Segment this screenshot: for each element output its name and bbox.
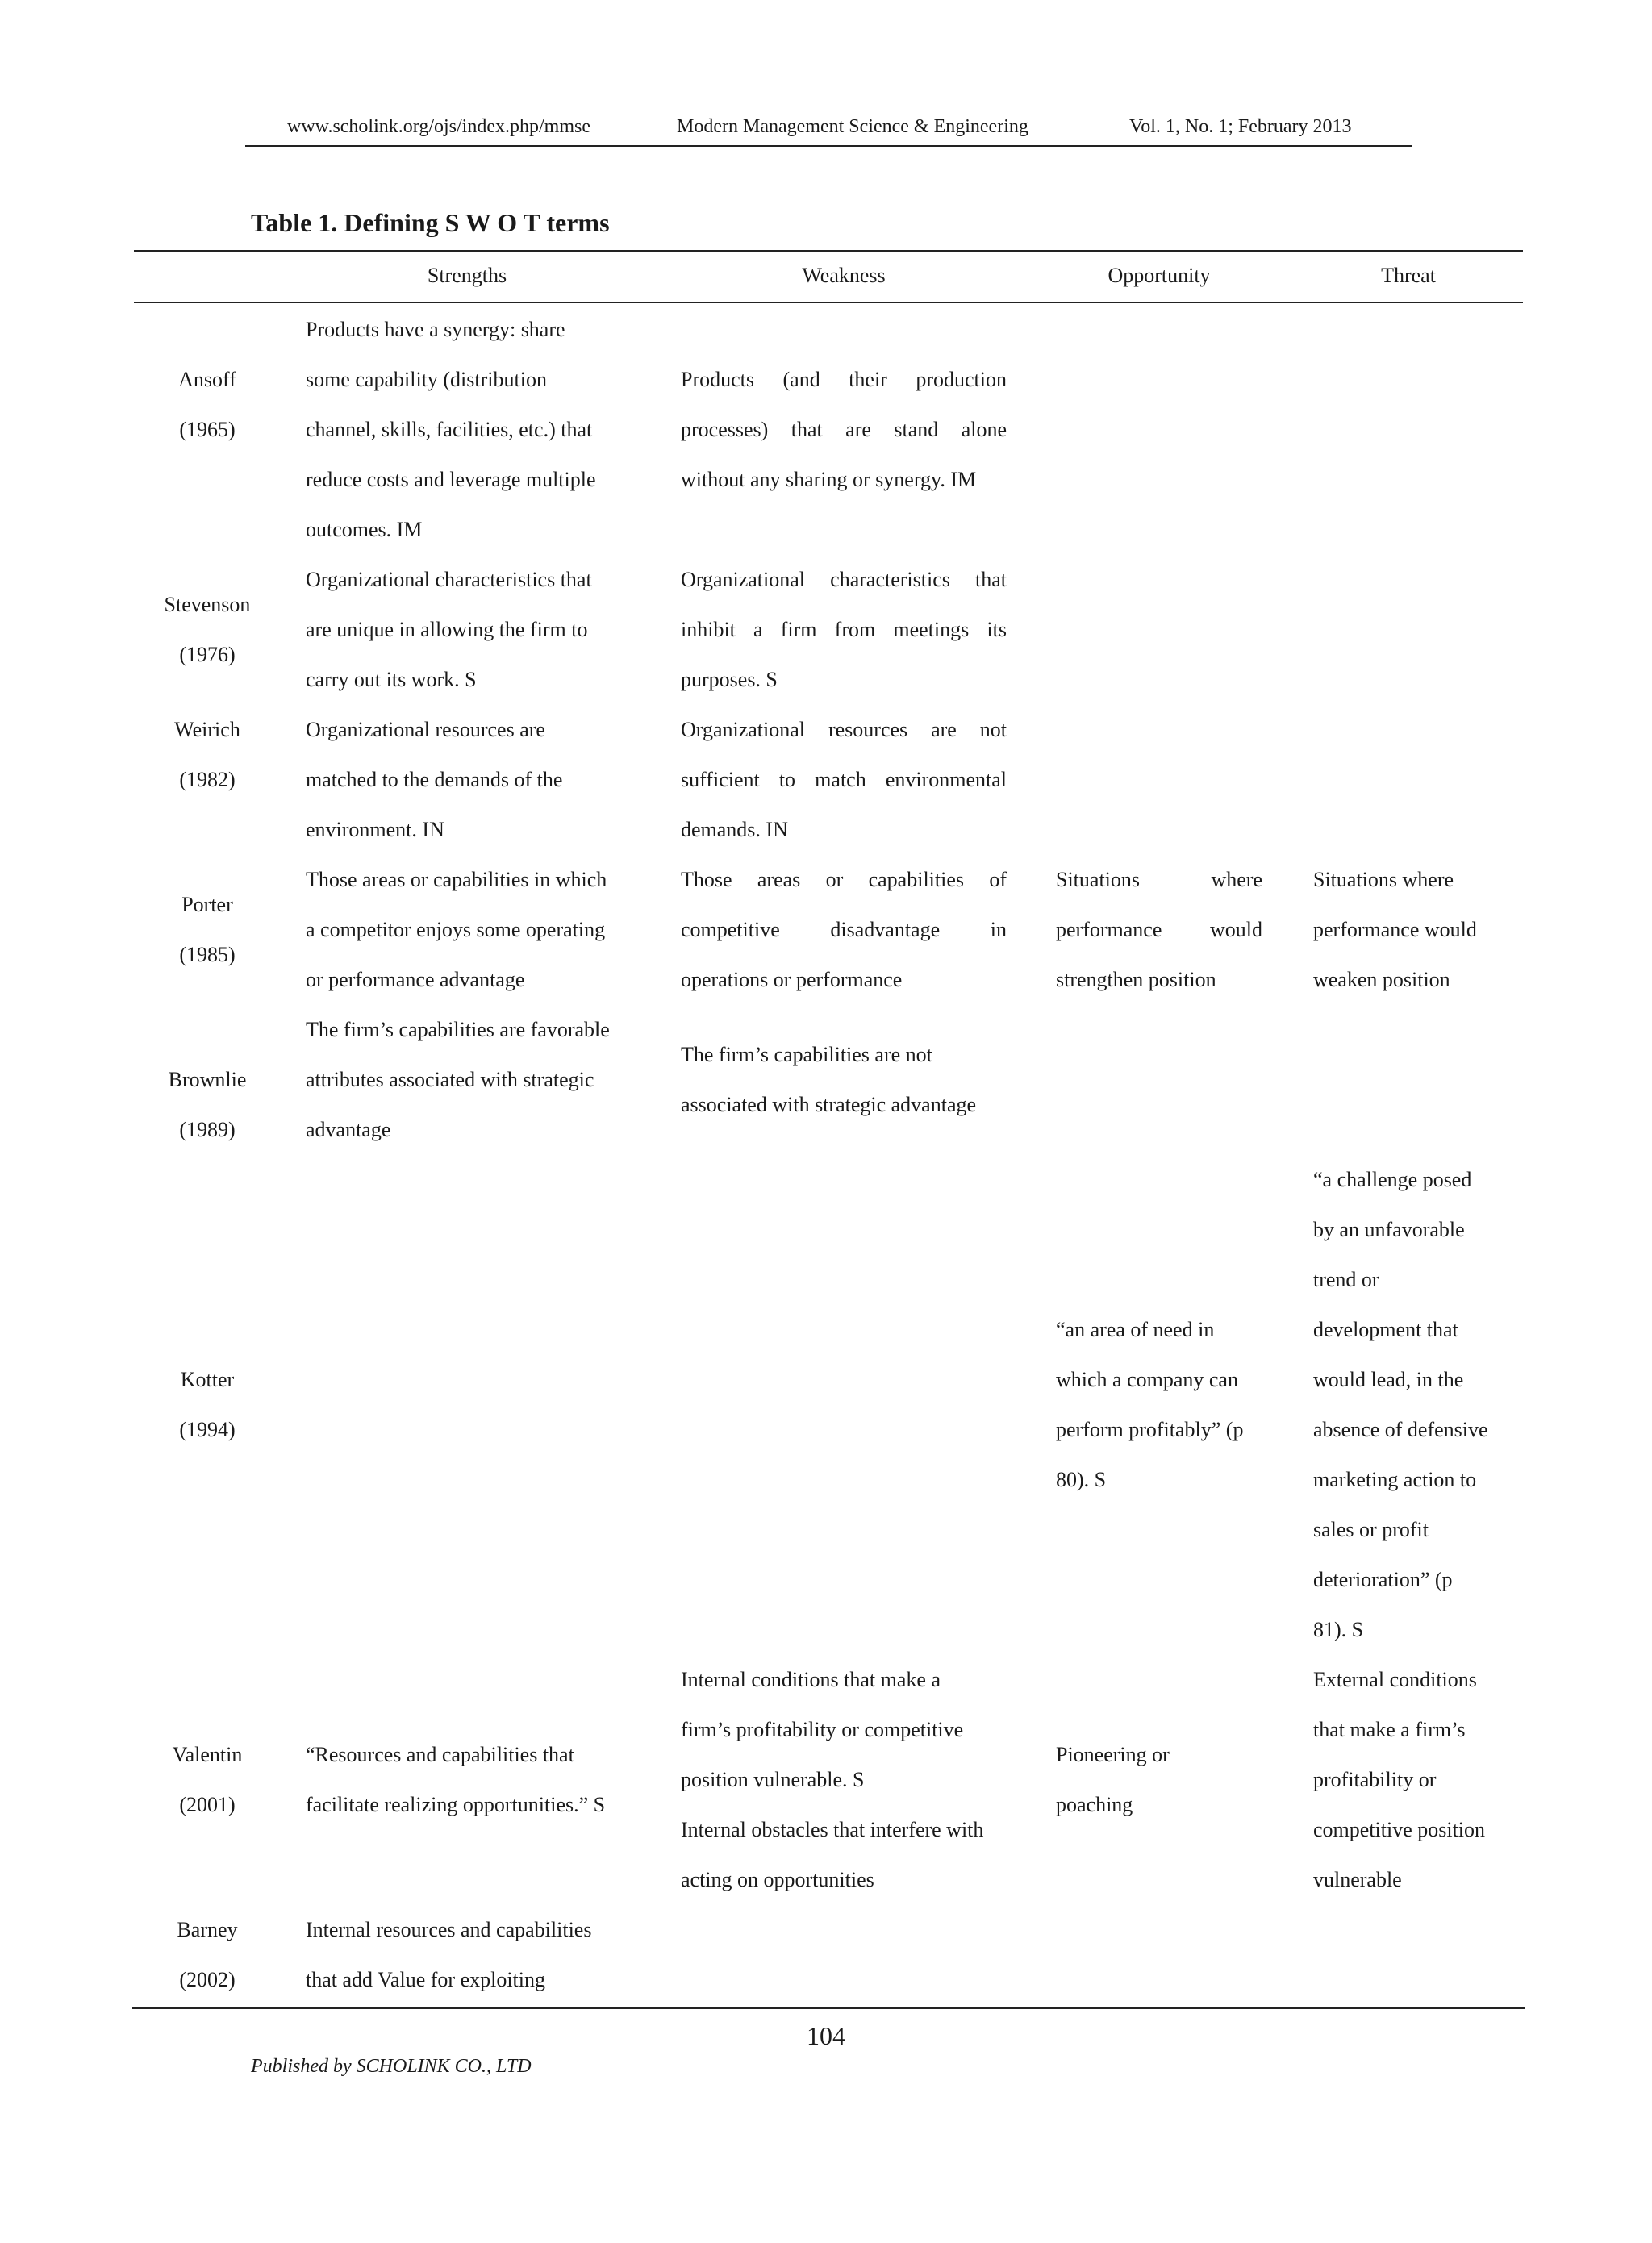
cell-opportunity-row-3 xyxy=(1056,855,1262,1005)
weakness-line: without any sharing or synergy. IM xyxy=(681,468,977,491)
strengths-line: advantage xyxy=(306,1118,391,1141)
journal-volume: Vol. 1, No. 1; February 2013 xyxy=(1129,116,1352,137)
cell-threat-row-6 xyxy=(1313,1655,1520,1905)
cell-opportunity-row-5 xyxy=(1056,1305,1262,1505)
threat-line: development that xyxy=(1313,1318,1458,1341)
weakness-line: Products (and their production xyxy=(681,368,1007,391)
cell-ref-row-7 xyxy=(153,1905,261,2005)
weakness-line: Internal obstacles that interfere with xyxy=(681,1818,984,1841)
opportunity-line: 80). S xyxy=(1056,1468,1107,1491)
column-header-weakness: Weakness xyxy=(802,264,886,287)
opportunity-line: poaching xyxy=(1056,1793,1133,1816)
threat-line: “a challenge posed xyxy=(1313,1168,1472,1191)
cell-weakness-row-4 xyxy=(681,1030,1007,1130)
threat-line: trend or xyxy=(1313,1268,1379,1291)
strengths-line: facilitate realizing opportunities.” S xyxy=(306,1793,606,1816)
weakness-line: demands. IN xyxy=(681,818,788,841)
opportunity-line: which a company can xyxy=(1056,1368,1238,1391)
cell-ref-row-1 xyxy=(153,580,261,680)
column-header-strengths: Strengths xyxy=(427,264,507,287)
journal-name: Modern Management Science & Engineering xyxy=(677,116,1028,137)
weakness-line: firm’s profitability or competitive xyxy=(681,1718,964,1741)
threat-line: vulnerable xyxy=(1313,1868,1402,1891)
cell-ref-row-3 xyxy=(153,880,261,980)
cell-ref-row-4 xyxy=(153,1055,261,1155)
threat-line: External conditions xyxy=(1313,1668,1477,1691)
journal-url: www.scholink.org/ojs/index.php/mmse xyxy=(287,116,590,137)
cell-weakness-row-6 xyxy=(681,1655,1007,1905)
weakness-line: Those areas or capabilities of xyxy=(681,868,1007,891)
ref-line: (2001) xyxy=(179,1793,236,1816)
ref-line: Valentin xyxy=(172,1743,243,1766)
threat-line: by an unfavorable xyxy=(1313,1218,1465,1241)
cell-strengths-row-4 xyxy=(306,1005,645,1155)
cell-weakness-row-0 xyxy=(681,355,1007,505)
cell-strengths-row-3 xyxy=(306,855,645,1005)
strengths-line: matched to the demands of the xyxy=(306,768,563,791)
weakness-line: processes) that are stand alone xyxy=(681,418,1007,441)
cell-ref-row-5 xyxy=(153,1355,261,1455)
cell-strengths-row-0 xyxy=(306,305,645,555)
weakness-line: position vulnerable. S xyxy=(681,1768,865,1791)
weakness-line: operations or performance xyxy=(681,968,903,991)
weakness-line: associated with strategic advantage xyxy=(681,1093,977,1116)
strengths-line: that add Value for exploiting xyxy=(306,1968,546,1991)
opportunity-line: Pioneering or xyxy=(1056,1743,1170,1766)
column-header-threat: Threat xyxy=(1381,264,1436,287)
cell-opportunity-row-6 xyxy=(1056,1730,1262,1830)
threat-line: deterioration” (p xyxy=(1313,1568,1453,1591)
strengths-line: attributes associated with strategic xyxy=(306,1068,594,1091)
table-title: Table 1. Defining S W O T terms xyxy=(251,208,610,237)
ref-line: (2002) xyxy=(179,1968,236,1991)
cell-weakness-row-2 xyxy=(681,705,1007,855)
ref-line: Brownlie xyxy=(168,1068,247,1091)
weakness-line: sufficient to match environmental xyxy=(681,768,1007,791)
strengths-line: The firm’s capabilities are favorable xyxy=(306,1018,610,1041)
ref-line: (1982) xyxy=(179,768,236,791)
threat-line: competitive position xyxy=(1313,1818,1486,1841)
ref-line: Weirich xyxy=(174,718,240,741)
strengths-line: reduce costs and leverage multiple xyxy=(306,468,596,491)
opportunity-line: “an area of need in xyxy=(1056,1318,1215,1341)
opportunity-line: strengthen position xyxy=(1056,968,1216,991)
opportunity-line: Situations where xyxy=(1056,868,1262,891)
threat-line: Situations where xyxy=(1313,868,1454,891)
cell-strengths-row-2 xyxy=(306,705,645,855)
threat-line: sales or profit xyxy=(1313,1518,1429,1541)
strengths-line: Internal resources and capabilities xyxy=(306,1918,592,1941)
threat-line: absence of defensive xyxy=(1313,1418,1488,1441)
table-header-rule xyxy=(134,302,1523,303)
strengths-line: channel, skills, facilities, etc.) that xyxy=(306,418,593,441)
strengths-line: Products have a synergy: share xyxy=(306,318,565,341)
table-bottom-rule xyxy=(132,2007,1525,2009)
strengths-line: “Resources and capabilities that xyxy=(306,1743,574,1766)
ref-line: Stevenson xyxy=(164,593,251,616)
cell-strengths-row-6 xyxy=(306,1730,645,1830)
weakness-line: inhibit a firm from meetings its xyxy=(681,618,1007,641)
column-header-opportunity: Opportunity xyxy=(1108,264,1211,287)
page-number: 104 xyxy=(807,2021,845,2050)
strengths-line: Organizational resources are xyxy=(306,718,545,741)
ref-line: (1985) xyxy=(179,943,236,966)
weakness-line: Organizational resources are not xyxy=(681,718,1007,741)
threat-line: performance would xyxy=(1313,918,1477,941)
weakness-line: Internal conditions that make a xyxy=(681,1668,941,1691)
table-top-rule xyxy=(134,250,1523,252)
weakness-line: Organizational characteristics that xyxy=(681,568,1007,591)
opportunity-line: performance would xyxy=(1056,918,1262,941)
ref-line: (1965) xyxy=(179,418,236,441)
cell-weakness-row-1 xyxy=(681,555,1007,705)
cell-threat-row-5 xyxy=(1313,1155,1520,1655)
cell-ref-row-6 xyxy=(153,1730,261,1830)
cell-ref-row-0 xyxy=(153,355,261,455)
cell-threat-row-3 xyxy=(1313,855,1520,1005)
strengths-line: carry out its work. S xyxy=(306,668,477,691)
opportunity-line: perform profitably” (p xyxy=(1056,1418,1244,1441)
strengths-line: are unique in allowing the firm to xyxy=(306,618,588,641)
strengths-line: Organizational characteristics that xyxy=(306,568,592,591)
threat-line: profitability or xyxy=(1313,1768,1437,1791)
cell-strengths-row-7 xyxy=(306,1905,645,2005)
ref-line: Porter xyxy=(181,893,233,916)
running-header xyxy=(245,115,1412,147)
threat-line: weaken position xyxy=(1313,968,1450,991)
ref-line: (1976) xyxy=(179,643,236,666)
weakness-line: competitive disadvantage in xyxy=(681,918,1007,941)
strengths-line: a competitor enjoys some operating xyxy=(306,918,606,941)
threat-line: that make a firm’s xyxy=(1313,1718,1466,1741)
weakness-line: The firm’s capabilities are not xyxy=(681,1043,932,1066)
cell-ref-row-2 xyxy=(153,705,261,805)
ref-line: (1994) xyxy=(179,1418,236,1441)
publisher-line: Published by SCHOLINK CO., LTD xyxy=(251,2056,532,2077)
threat-line: would lead, in the xyxy=(1313,1368,1464,1391)
ref-line: Ansoff xyxy=(178,368,236,391)
strengths-line: some capability (distribution xyxy=(306,368,547,391)
weakness-line: acting on opportunities xyxy=(681,1868,874,1891)
cell-strengths-row-1 xyxy=(306,555,645,705)
strengths-line: environment. IN xyxy=(306,818,444,841)
threat-line: 81). S xyxy=(1313,1618,1364,1641)
weakness-line: purposes. S xyxy=(681,668,778,691)
ref-line: Kotter xyxy=(180,1368,235,1391)
threat-line: marketing action to xyxy=(1313,1468,1477,1491)
cell-weakness-row-3 xyxy=(681,855,1007,1005)
strengths-line: Those areas or capabilities in which xyxy=(306,868,607,891)
ref-line: (1989) xyxy=(179,1118,236,1141)
ref-line: Barney xyxy=(177,1918,238,1941)
strengths-line: or performance advantage xyxy=(306,968,525,991)
strengths-line: outcomes. IM xyxy=(306,518,423,541)
